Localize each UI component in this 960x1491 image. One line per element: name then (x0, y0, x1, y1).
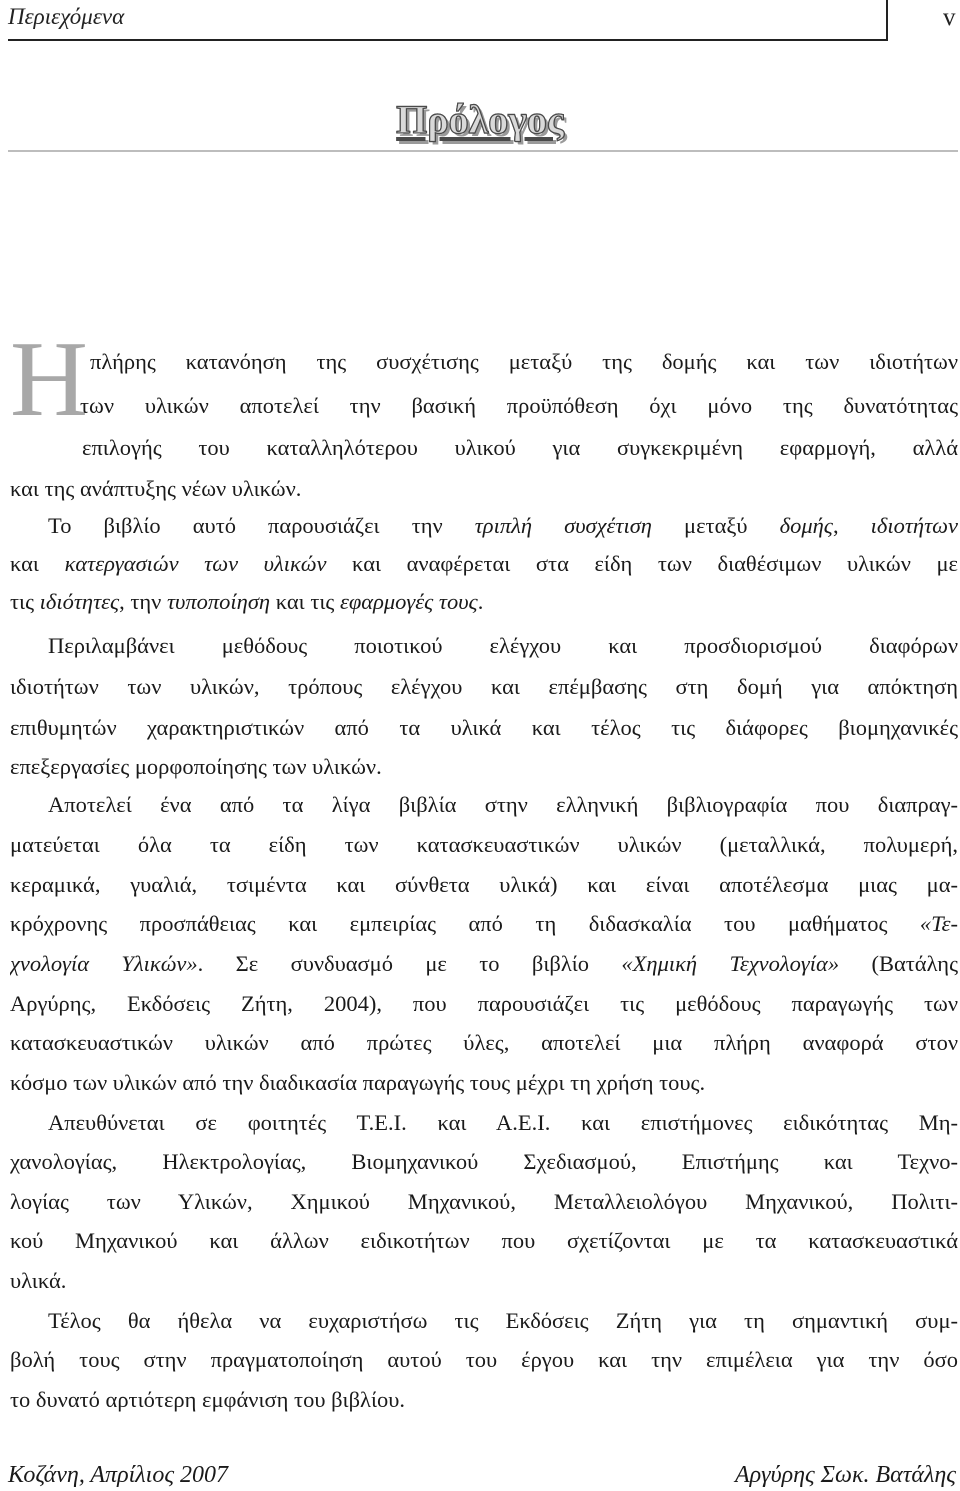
text-line: ματεύεται όλα τα είδη των κατασκευαστικών υλικών (μεταλλικά, πολυμερή, (10, 832, 958, 857)
text-line: τις ιδιότητες, την τυποποίηση και τις εφαρμογές τους. (10, 589, 484, 614)
text-line: Αργύρης, Εκδόσεις Ζήτη, 2004), που παρουσιάζει τις μεθόδους παραγωγής των (10, 991, 958, 1016)
text-line: επιλογής του καταλληλότερου υλικού για συγκεκριμένη εφαρμογή, αλλά (82, 435, 958, 460)
text-line: Απευθύνεται σε φοιτητές Τ.Ε.Ι. και Α.Ε.Ι. και επιστήμονες ειδικότητας Μη- (48, 1110, 958, 1135)
text-line: κεραμικά, γυαλιά, τσιμέντα και σύνθετα υλικά) και είναι αποτέλεσμα μιας μα- (10, 872, 958, 897)
text-line: και κατεργασιών των υλικών και αναφέρεται στα είδη των διαθέσιμων υλικών με (10, 551, 958, 576)
text-line: και της ανάπτυξης νέων υλικών. (10, 476, 302, 501)
title-rule (8, 150, 958, 152)
text-line: ιδιοτήτων των υλικών, τρόπους ελέγχου και επέμβασης στη δομή για απόκτηση (10, 674, 958, 699)
text-line: των υλικών αποτελεί την βασική προϋπόθεση όχι μόνο της δυνατότητας (80, 393, 958, 418)
text-line: Αποτελεί ένα από τα λίγα βιβλία στην ελληνική βιβλιογραφία που διαπραγ- (48, 792, 958, 817)
signature-author: Αργύρης Σωκ. Βατάλης (734, 1462, 956, 1488)
text-line: κατασκευαστικών υλικών από πρώτες ύλες, αποτελεί μια πλήρη αναφορά στον (10, 1030, 958, 1055)
text-line: λογίας των Υλικών, Χημικού Μηχανικού, Μεταλλειολόγου Μηχανικού, Πολιτι- (10, 1189, 958, 1214)
text-line: χανολογίας, Ηλεκτρολογίας, Βιομηχανικού Σχεδιασμού, Επιστήμης και Τεχνο- (10, 1149, 958, 1174)
signature-place-date: Κοζάνη, Απρίλιος 2007 (8, 1462, 229, 1488)
text-line: κόσμο των υλικών από την διαδικασία παραγωγής τους μέχρι τη χρήση τους. (10, 1070, 706, 1095)
text-line: Τέλος θα ήθελα να ευχαριστήσω τις Εκδόσεις Ζήτη για τη σημαντική συμ- (48, 1308, 958, 1333)
text-line: βολή τους στην πραγματοποίηση αυτού του έργου και την επιμέλεια για την όσο (10, 1347, 958, 1372)
text-line: Περιλαμβάνει μεθόδους ποιοτικού ελέγχου και προσδιορισμού διαφόρων (48, 633, 958, 658)
page-header (8, 0, 960, 42)
text-line: το δυνατό αρτιότερη εμφάνιση του βιβλίου. (10, 1387, 406, 1412)
header-rule (8, 39, 888, 41)
header-divider (886, 0, 888, 41)
text-line: πλήρης κατανόηση της συσχέτισης μεταξύ της δομής και των ιδιοτήτων (90, 349, 958, 374)
text-line: επιθυμητών χαρακτηριστικών από τα υλικά και τέλος τις διάφορες βιομηχανικές (10, 715, 958, 740)
text-line: Το βιβλίο αυτό παρουσιάζει την τριπλή συσχέτιση μεταξύ δομής, ιδιοτήτων (48, 513, 958, 538)
text-line: κού Μηχανικού και άλλων ειδικοτήτων που σχετίζονται με τα κατασκευαστικά (10, 1228, 958, 1253)
chapter-title: Πρόλογος (396, 97, 564, 142)
text-line: επεξεργασίες μορφοποίησης των υλικών. (10, 754, 382, 779)
running-head-section: Περιεχόμενα (8, 4, 125, 29)
text-line: υλικά. (10, 1268, 67, 1293)
page-number: v (943, 4, 956, 31)
text-line: κρόχρονης προσπάθειας και εμπειρίας από τη διδασκαλία του μαθήματος «Τε- (10, 911, 958, 936)
drop-cap: Η (10, 320, 88, 439)
text-line: χνολογία Υλικών». Σε συνδυασμό με το βιβλίο «Χημική Τεχνολογία» (Βατάλης (10, 951, 958, 976)
